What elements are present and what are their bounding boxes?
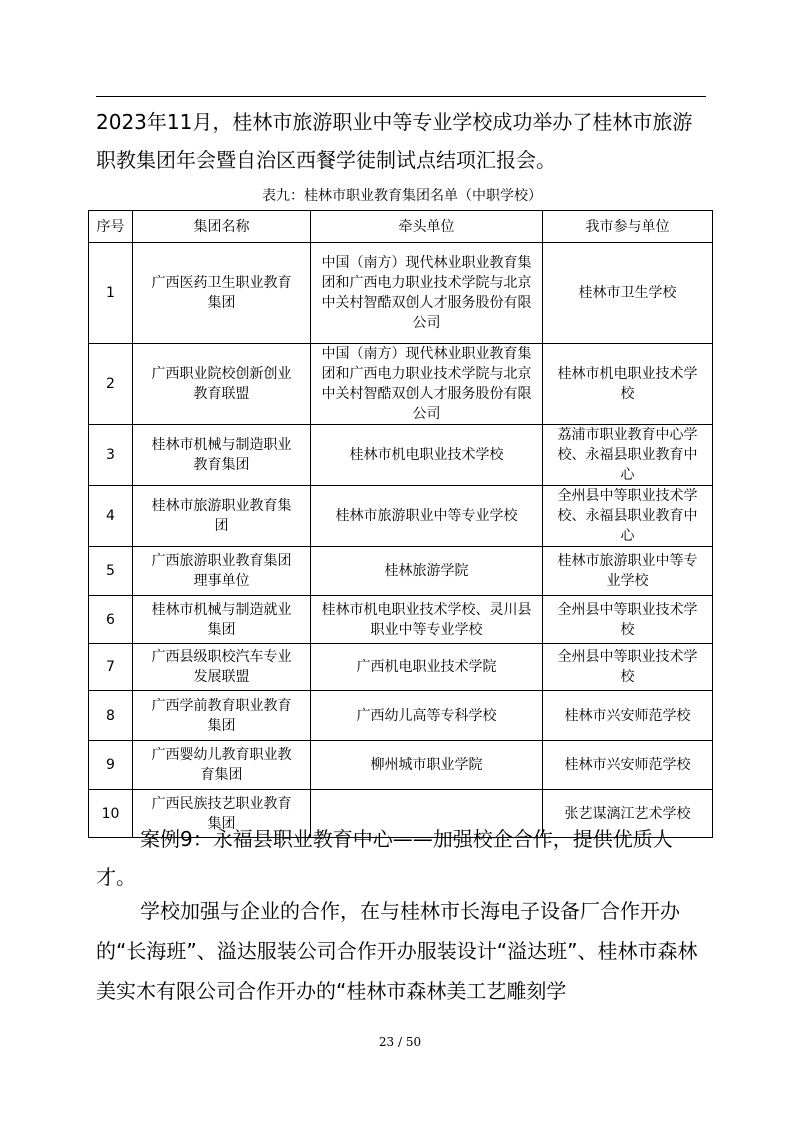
row-group: 广西婴幼儿教育职业教育集团 [133, 741, 311, 790]
row-group: 广西学前教育职业教育集团 [133, 691, 311, 741]
row-lead: 广西幼儿高等专科学校 [311, 691, 543, 741]
table-header-row [89, 211, 713, 243]
table-row [89, 741, 713, 790]
row-no: 10 [89, 790, 133, 838]
row-lead: 中国（南方）现代林业职业教育集团和广西电力职业技术学院与北京中关村智酷双创人才服务股份有限公司 [311, 344, 543, 425]
row-group: 广西县级职校汽车专业发展联盟 [133, 644, 311, 691]
table-row [89, 547, 713, 596]
row-no: 1 [89, 243, 133, 344]
row-local: 桂林市卫生学校 [543, 243, 713, 344]
row-lead: 桂林市旅游职业中等专业学校 [311, 486, 543, 547]
row-local: 全州县中等职业技术学校、永福县职业教育中心 [543, 486, 713, 547]
row-local: 桂林市旅游职业中等专业学校 [543, 547, 713, 596]
row-lead: 广西机电职业技术学院 [311, 644, 543, 691]
row-lead: 桂林市机电职业技术学校 [311, 425, 543, 486]
table-row [89, 644, 713, 691]
header-no: 序号 [89, 211, 133, 243]
row-group: 广西民族技艺职业教育集团 [133, 790, 311, 838]
header-lead: 牵头单位 [311, 211, 543, 243]
row-local: 张艺谋漓江艺术学校 [543, 790, 713, 838]
case-heading: 案例9：永福县职业教育中心——加强校企合作，提供优质人才。 [96, 827, 673, 889]
vocational-groups-table [88, 210, 713, 838]
intro-paragraph: 2023年11月，桂林市旅游职业中等专业学校成功举办了桂林市旅游职教集团年会暨自治区西餐学徒制试点结项汇报会。 [96, 110, 693, 172]
table-row [89, 596, 713, 644]
row-local: 桂林市兴安师范学校 [543, 691, 713, 741]
table-row [89, 344, 713, 425]
page-number: 23 / 50 [378, 1035, 422, 1049]
row-group: 桂林市机械与制造就业集团 [133, 596, 311, 644]
row-group: 广西旅游职业教育集团理事单位 [133, 547, 311, 596]
header-local: 我市参与单位 [543, 211, 713, 243]
row-group: 桂林市机械与制造职业教育集团 [133, 425, 311, 486]
row-no: 8 [89, 691, 133, 741]
row-group: 广西医药卫生职业教育集团 [133, 243, 311, 344]
row-group: 广西职业院校创新创业教育联盟 [133, 344, 311, 425]
row-no: 4 [89, 486, 133, 547]
table-row [89, 486, 713, 547]
row-local: 全州县中等职业技术学校 [543, 596, 713, 644]
row-lead: 柳州城市职业学院 [311, 741, 543, 790]
row-no: 6 [89, 596, 133, 644]
row-no: 3 [89, 425, 133, 486]
table-caption: 表九：桂林市职业教育集团名单（中职学校） [262, 188, 542, 204]
table-row [89, 243, 713, 344]
body-paragraph: 学校加强与企业的合作，在与桂林市长海电子设备厂合作开办的“长海班”、溢达服装公司合作开办服装设计“溢达班”、桂林市森林美实木有限公司合作开办的“桂林市森林美工艺雕刻学 [96, 899, 698, 1003]
row-lead: 中国（南方）现代林业职业教育集团和广西电力职业技术学院与北京中关村智酷双创人才服务股份有限公司 [311, 243, 543, 344]
row-lead: 桂林旅游学院 [311, 547, 543, 596]
table-row [89, 691, 713, 741]
table-row [89, 425, 713, 486]
row-local: 全州县中等职业技术学校 [543, 644, 713, 691]
row-lead: 桂林市机电职业技术学校、灵川县职业中等专业学校 [311, 596, 543, 644]
row-no: 9 [89, 741, 133, 790]
row-group: 桂林市旅游职业教育集团 [133, 486, 311, 547]
row-no: 5 [89, 547, 133, 596]
row-local: 桂林市机电职业技术学校 [543, 344, 713, 425]
row-local: 桂林市兴安师范学校 [543, 741, 713, 790]
row-no: 7 [89, 644, 133, 691]
row-no: 2 [89, 344, 133, 425]
header-group: 集团名称 [133, 211, 311, 243]
top-rule [96, 96, 706, 97]
row-local: 荔浦市职业教育中心学校、永福县职业教育中心 [543, 425, 713, 486]
